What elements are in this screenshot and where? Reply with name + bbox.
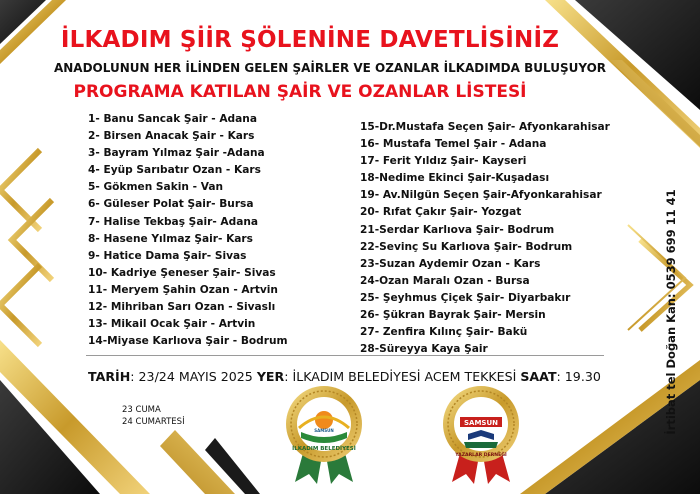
list-item: 10- Kadriye Şeneser Şair- Sivas xyxy=(88,266,276,279)
date-value: : 23/24 MAYIS 2025 xyxy=(130,369,253,384)
list-item: 11- Meryem Şahin Ozan - Artvin xyxy=(88,283,278,296)
seal1-label: İLKADIM BELEDİYESİ xyxy=(292,446,356,452)
list-item: 23-Suzan Aydemir Ozan - Kars xyxy=(360,257,541,270)
gold-chevron-left-3 xyxy=(0,265,40,345)
seal2-bottom-text: YAZARLAR DERNEĞİ xyxy=(455,453,507,458)
list-item: 9- Hatice Dama Şair- Sivas xyxy=(88,249,247,262)
seal2-top-text: SAMSUN xyxy=(463,419,499,427)
list-item: 28-Süreyya Kaya Şair xyxy=(360,343,488,356)
list-item: 12- Mihriban Sarı Ozan - Sivaslı xyxy=(88,301,276,314)
list-item: 5- Gökmen Sakin - Van xyxy=(88,181,224,194)
list-item: 26- Şükran Bayrak Şair- Mersin xyxy=(360,309,546,322)
list-item: 7- Halise Tekbaş Şair- Adana xyxy=(88,215,259,228)
participant-list-left xyxy=(88,111,358,350)
list-item: 4- Eyüp Sarıbatır Ozan - Kars xyxy=(88,164,261,177)
list-item: 24-Ozan Maralı Ozan - Bursa xyxy=(360,274,530,287)
list-item: 15-Dr.Mustafa Seçen Şair- Afyonkarahisar xyxy=(360,121,610,133)
list-item: 8- Hasene Yılmaz Şair- Kars xyxy=(88,232,253,245)
contact-phone: İrtibat tel Doğan Kan: 0539 699 11 41 xyxy=(664,189,678,435)
samsun-writers-association-seal-icon xyxy=(440,384,522,484)
list-item: 20- Rıfat Çakır Şair- Yozgat xyxy=(360,206,522,219)
participant-list-right xyxy=(360,119,650,358)
day-1: 23 CUMA xyxy=(122,405,161,415)
event-info xyxy=(88,369,648,384)
list-item: 14-Miyase Karlıova Şair - Bodrum xyxy=(88,335,288,348)
list-item: 13- Mikail Ocak Şair - Artvin xyxy=(88,318,256,331)
list-item: 16- Mustafa Temel Şair - Adana xyxy=(360,138,547,151)
list-item: 19- Av.Nilgün Seçen Şair-Afyonkarahisar xyxy=(360,189,602,202)
time-label: SAAT xyxy=(520,369,557,384)
venue-value: : İLKADIM BELEDİYESİ ACEM TEKKESİ xyxy=(284,369,517,384)
list-item: 25- Şeyhmus Çiçek Şair- Diyarbakır xyxy=(360,291,571,304)
list-heading: PROGRAMA KATILAN ŞAİR VE OZANLAR LİSTESİ xyxy=(73,82,527,102)
ilkadim-municipality-seal-icon xyxy=(283,384,365,484)
page-subtitle: ANADOLUNUN HER İLİNDEN GELEN ŞAİRLER VE OZANLAR İLKADIMDA BULUŞUYOR xyxy=(53,61,607,75)
event-days xyxy=(122,404,185,428)
list-item: 22-Sevinç Su Karlıova Şair- Bodrum xyxy=(360,240,573,253)
list-item: 21-Serdar Karlıova Şair- Bodrum xyxy=(360,223,555,236)
venue-label: YER xyxy=(256,369,285,384)
seal1-inner-text: SAMSUN xyxy=(314,428,334,433)
date-label: TARİH xyxy=(88,369,131,384)
list-item: 6- Güleser Polat Şair- Bursa xyxy=(88,198,254,211)
divider xyxy=(86,355,604,356)
list-item: 2- Birsen Anacak Şair - Kars xyxy=(88,130,255,143)
list-item: 17- Ferit Yıldız Şair- Kayseri xyxy=(360,155,527,168)
page-title: İLKADIM ŞİİR ŞÖLENİNE DAVETLİSİNİZ xyxy=(60,27,560,53)
list-item: 1- Banu Sancak Şair - Adana xyxy=(88,113,257,125)
list-item: 3- Bayram Yılmaz Şair -Adana xyxy=(88,147,265,160)
time-value: : 19.30 xyxy=(556,369,601,384)
list-item: 27- Zenfira Kılınç Şair- Bakü xyxy=(360,326,528,339)
day-2: 24 CUMARTESİ xyxy=(122,417,185,427)
list-item: 18-Nedime Ekinci Şair-Kuşadası xyxy=(360,172,550,185)
